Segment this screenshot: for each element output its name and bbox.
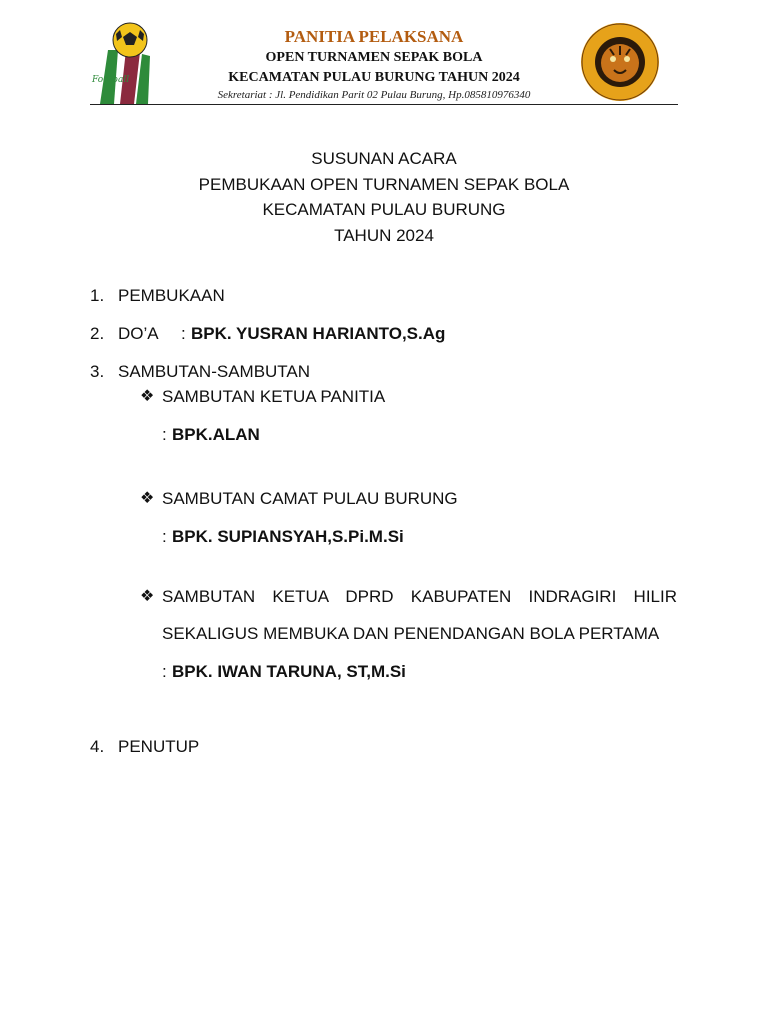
secretariat-address: Sekretariat : Jl. Pendidikan Parit 02 Pulau Burung, Hp.085810976340 (217, 89, 531, 101)
item-number: 4. (90, 737, 105, 756)
header-line-3: KECAMATAN PULAU BURUNG TAHUN 2024 (228, 70, 520, 85)
speaker-colon: : (162, 425, 167, 444)
football-tournament-logo (90, 20, 156, 104)
item-number: 1. (90, 286, 105, 305)
item-text: PENUTUP (118, 737, 200, 756)
item-text: DO’A (118, 324, 159, 343)
header-divider (90, 104, 678, 105)
speech-label: SAMBUTAN KETUA DPRD KABUPATEN INDRAGIRI HILIR (162, 587, 677, 606)
speech-label-continued: SEKALIGUS MEMBUKA DAN PENENDANGAN BOLA PERTAMA (162, 624, 660, 643)
diamond-bullet-icon: ❖ (140, 490, 155, 507)
org-name: PANITIA PELAKSANA (284, 27, 464, 46)
item-number: 2. (90, 324, 105, 343)
speech-label: SAMBUTAN CAMAT PULAU BURUNG (162, 489, 458, 508)
diamond-bullet-icon: ❖ (140, 588, 155, 605)
speech-label: SAMBUTAN KETUA PANITIA (162, 387, 386, 406)
item-separator: : (181, 324, 186, 343)
item-number: 3. (90, 362, 105, 381)
letterhead (90, 18, 678, 108)
header-line-2: OPEN TURNAMEN SEPAK BOLA (265, 50, 483, 65)
speaker-name: BPK.ALAN (172, 425, 260, 444)
speaker-colon: : (162, 527, 167, 546)
speaker-name: BPK. SUPIANSYAH,S.Pi.M.Si (172, 527, 404, 546)
document-title (0, 146, 768, 248)
title-line-4: TAHUN 2024 (334, 225, 434, 245)
item-text: PEMBUKAAN (118, 286, 225, 305)
item-person: BPK. YUSRAN HARIANTO,S.Ag (191, 324, 446, 343)
item-text: SAMBUTAN-SAMBUTAN (118, 362, 311, 381)
speaker-name: BPK. IWAN TARUNA, ST,M.Si (172, 662, 406, 681)
diamond-bullet-icon: ❖ (140, 388, 155, 405)
title-line-1: SUSUNAN ACARA (311, 149, 457, 168)
tiger-badge-logo (580, 22, 660, 102)
speaker-colon: : (162, 662, 167, 681)
title-line-3: KECAMATAN PULAU BURUNG (262, 200, 506, 219)
svg-text:Football: Football (92, 75, 130, 85)
title-line-2: PEMBUKAAN OPEN TURNAMEN SEPAK BOLA (198, 174, 570, 194)
